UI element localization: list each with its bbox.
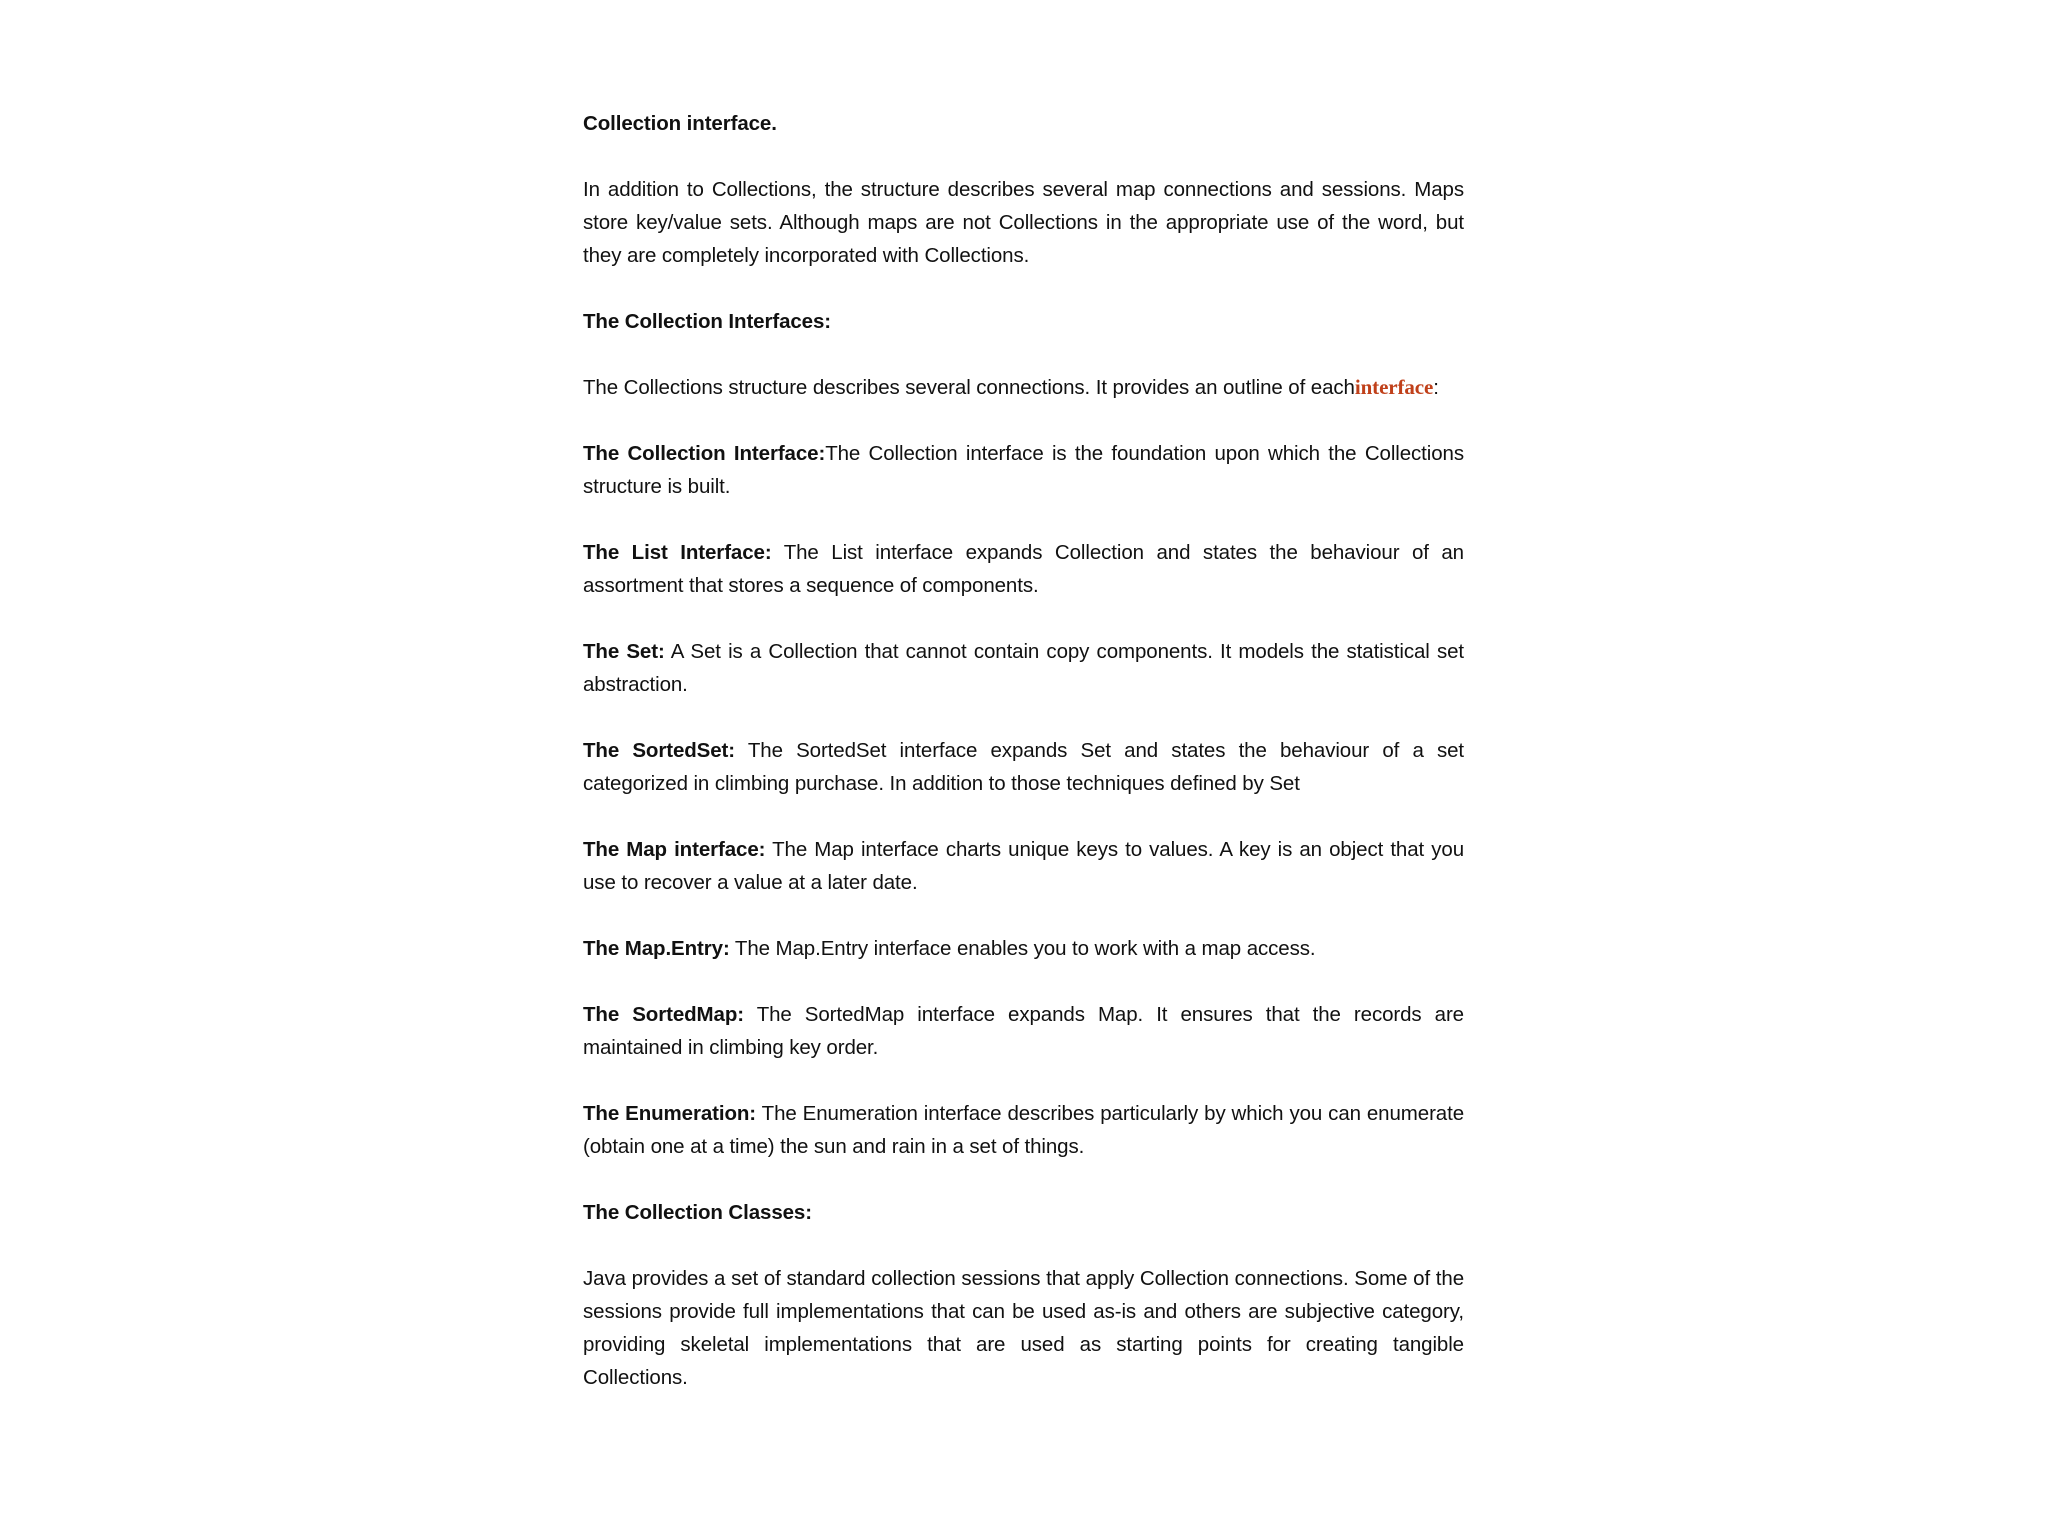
interfaces-intro-text: The Collections structure describes several connections. It provides an outline of each [583, 376, 1355, 399]
section-heading-interfaces: The Collection Interfaces: [583, 310, 832, 333]
item-text: The Collection interface is the foundation upon which the Collections structure is built. [583, 442, 1464, 498]
intro-paragraph: In addition to Collections, the structure describes several map connections and sessions. Maps store key/value sets. Although maps are not Collections in the appropriate use of the word, but they are completely incorporated with Collections. [583, 178, 1464, 267]
item-term: The Collection Interface: [583, 442, 826, 465]
item-sortedmap [583, 998, 1464, 1064]
item-text: The Enumeration interface describes particularly by which you can enumerate (obtain one at a time) the sun and rain in a set of things. [583, 1102, 1464, 1158]
section-heading-classes: The Collection Classes: [583, 1201, 812, 1224]
item-map-interface [583, 833, 1464, 899]
item-term: The SortedMap: [583, 1003, 744, 1026]
classes-paragraph: Java provides a set of standard collection sessions that apply Collection connections. Some of the sessions provide full implementations that can be used as-is and others are subjective category, providing skeletal implementations that are used as starting points for creating tangible Collections. [583, 1267, 1464, 1389]
item-term: The List Interface: [583, 541, 772, 564]
item-collection-interface [583, 437, 1464, 503]
item-text: The Map interface charts unique keys to values. A key is an object that you use to recover a value at a later date. [583, 838, 1464, 894]
document-title: Collection interface. [583, 112, 777, 135]
item-term: The Enumeration: [583, 1102, 757, 1125]
item-term: The Map interface: [583, 838, 766, 861]
item-list-interface [583, 536, 1464, 602]
item-term: The Set: [583, 640, 665, 663]
item-term: The SortedSet: [583, 739, 736, 762]
item-term: The Map.Entry: [583, 937, 730, 960]
item-text: The Map.Entry interface enables you to work with a map access. [729, 937, 1316, 960]
item-sortedset [583, 734, 1464, 800]
item-text: The List interface expands Collection and states the behaviour of an assortment that stores a sequence of components. [583, 541, 1464, 597]
document-page [583, 107, 1464, 1427]
item-set [583, 635, 1464, 701]
item-text: A Set is a Collection that cannot contain copy components. It models the statistical set abstraction. [583, 640, 1464, 696]
item-map-entry [583, 932, 1464, 965]
item-text: The SortedSet interface expands Set and states the behaviour of a set categorized in climbing purchase. In addition to those techniques defined by Set [583, 739, 1464, 795]
interfaces-intro-paragraph [583, 371, 1464, 404]
item-text: The SortedMap interface expands Map. It ensures that the records are maintained in climbing key order. [583, 1003, 1464, 1059]
interfaces-intro-colon: : [1433, 376, 1439, 399]
item-enumeration [583, 1097, 1464, 1163]
interface-link[interactable]: interface [1354, 375, 1434, 399]
